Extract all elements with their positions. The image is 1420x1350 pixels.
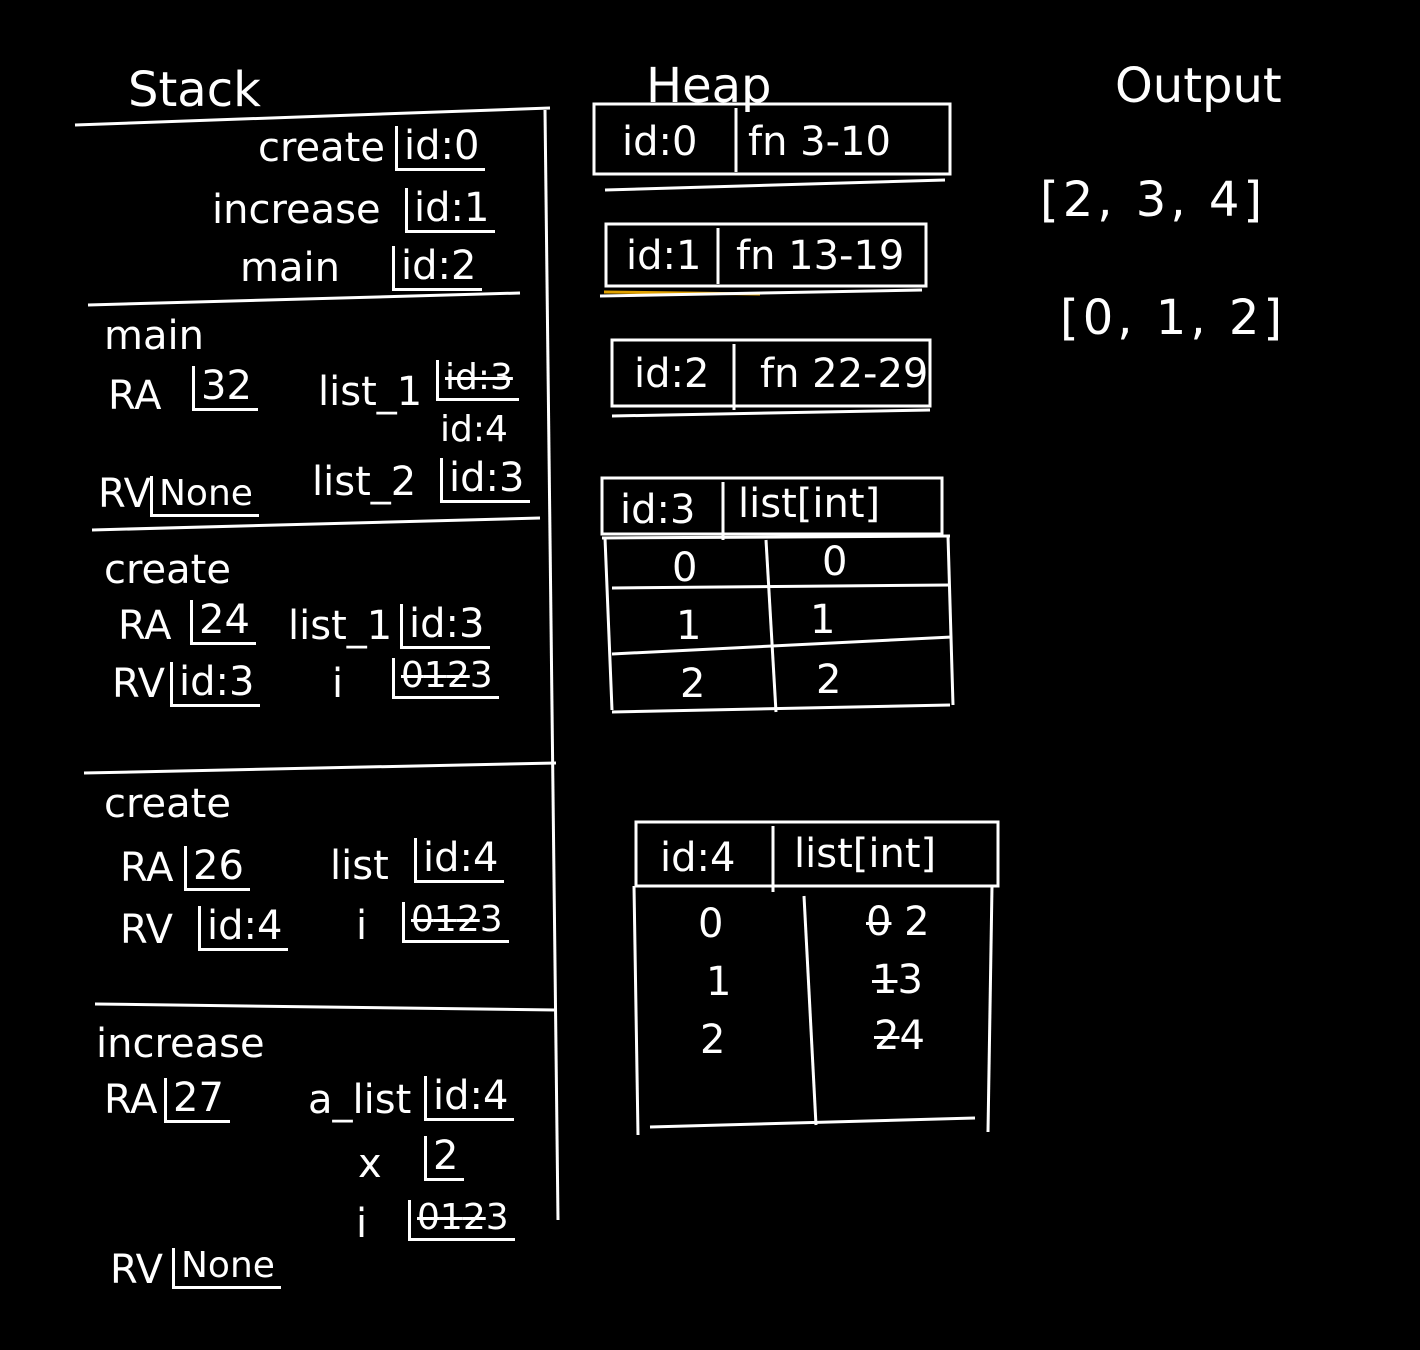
- frame-create1-ra-value: 24: [190, 600, 256, 645]
- frame-create2-ra-value: 26: [184, 846, 250, 891]
- frame-main-rv-value: None: [150, 476, 259, 517]
- frame-create2-var-list: list: [330, 843, 389, 889]
- frame-increase-var-x: x: [358, 1141, 382, 1187]
- frame-create1-list1-value: id:3: [400, 604, 490, 649]
- heap-list3-value-2: 2: [816, 657, 842, 703]
- frame-create1-var-i: i: [332, 661, 344, 707]
- heap-fn2-id: id:2: [634, 351, 710, 397]
- frame-create1-i-value: 3: [469, 655, 493, 696]
- global-value-main: id:2: [392, 246, 482, 291]
- output-line-2: [0, 1, 2]: [1060, 290, 1287, 346]
- global-name-main: main: [240, 245, 340, 291]
- heap-list3-id: id:3: [620, 487, 696, 533]
- frame-create1-rv-value: id:3: [170, 662, 260, 707]
- heap-list3-index-2: 2: [680, 661, 706, 707]
- frame-main-ra-value: 32: [192, 366, 258, 411]
- frame-increase-x-value: 2: [424, 1136, 464, 1181]
- heap-list4-value-0: [866, 899, 930, 945]
- frame-increase-i-old-0: 0: [417, 1197, 440, 1238]
- frame-create2-i-old-0: 0: [411, 899, 434, 940]
- global-value-increase: id:1: [405, 188, 495, 233]
- heap-list4-old-value-2: 2: [874, 1013, 900, 1059]
- frame-main-list1-value: id:4: [440, 409, 508, 450]
- global-name-create: create: [258, 125, 385, 171]
- frame-increase-name: increase: [96, 1021, 265, 1067]
- frame-separator-3: [84, 763, 556, 773]
- frame-create1-rv-label: RV: [112, 661, 165, 707]
- frame-create2-i-value: 3: [479, 899, 503, 940]
- frame-increase-var-i: i: [356, 1201, 368, 1247]
- frame-create1-var-list1: list_1: [288, 603, 393, 649]
- heap-list4-new-value-2: 4: [899, 1013, 925, 1059]
- heap-fn1-id: id:1: [626, 233, 702, 279]
- heap-list4-type: list[int]: [794, 831, 937, 877]
- frame-create2-rv-value: id:4: [198, 906, 288, 951]
- frame-main-name: main: [104, 313, 204, 359]
- heap-list3-type: list[int]: [738, 481, 881, 527]
- frame-increase-var-alist: a_list: [308, 1077, 412, 1123]
- frame-separator-2: [92, 518, 540, 530]
- heap-list4-value-1: [872, 957, 923, 1003]
- heap-fn1-desc: fn 13-19: [736, 233, 905, 279]
- heap-list4-old-value-0: 0: [866, 899, 892, 945]
- frame-create2-rv-label: RV: [120, 907, 173, 953]
- frame-main-rv-label: RV: [98, 471, 151, 517]
- output-header: Output: [1115, 58, 1282, 114]
- output-line-1: [2, 3, 4]: [1040, 172, 1267, 228]
- heap-fn2-desc: fn 22-29: [760, 351, 929, 397]
- heap-list4-index-2: 2: [700, 1017, 726, 1063]
- frame-create1-i-values: [392, 655, 499, 699]
- frame-main-var-list2: list_2: [312, 459, 417, 505]
- heap-list3-index-0: 0: [672, 545, 698, 591]
- heap-fn0-id: id:0: [622, 119, 698, 165]
- heap-list4-id: id:4: [660, 835, 736, 881]
- frame-increase-ra-value: 27: [164, 1078, 230, 1123]
- frame-create1-name: create: [104, 547, 231, 593]
- frame-increase-i-value: 3: [485, 1197, 509, 1238]
- frame-increase-rv-label: RV: [110, 1247, 163, 1293]
- frame-create2-ra-label: RA: [120, 845, 174, 891]
- heap-list4-index-0: 0: [698, 901, 724, 947]
- frame-increase-ra-label: RA: [104, 1077, 158, 1123]
- frame-create2-list-value: id:4: [414, 838, 504, 883]
- heap-list3-value-0: 0: [822, 539, 848, 585]
- frame-create1-ra-label: RA: [118, 603, 172, 649]
- global-name-increase: increase: [212, 187, 381, 233]
- frame-main-list1-old-value: id:3: [436, 360, 519, 401]
- frame-create1-i-old-1: 1: [423, 655, 447, 696]
- heap-list3-value-1: 1: [810, 597, 836, 643]
- frame-create1-i-old-0: 0: [401, 655, 424, 696]
- heap-list3-index-1: 1: [676, 603, 702, 649]
- frame-increase-i-old-2: 2: [462, 1197, 486, 1238]
- frame-create2-i-old-2: 2: [456, 899, 480, 940]
- frame-main-var-list1: list_1: [318, 369, 423, 415]
- frame-create2-name: create: [104, 781, 231, 827]
- frame-increase-i-old-1: 1: [439, 1197, 463, 1238]
- frame-create1-i-old-2: 2: [446, 655, 470, 696]
- heap-header: Heap: [646, 58, 772, 114]
- global-value-create: id:0: [395, 126, 485, 171]
- heap-list4-old-value-1: 1: [872, 957, 898, 1003]
- frame-separator-4: [95, 1004, 556, 1010]
- heap-list4-value-2: [874, 1013, 925, 1059]
- frame-increase-i-values: [408, 1197, 515, 1241]
- frame-increase-alist-value: id:4: [424, 1076, 514, 1121]
- heap-list4-index-1: 1: [706, 959, 732, 1005]
- frame-separator-1: [88, 293, 520, 305]
- stack-divider-line: [545, 110, 558, 1220]
- frame-create2-i-values: [402, 899, 509, 943]
- frame-increase-rv-value: None: [172, 1248, 281, 1289]
- frame-main-list2-value: id:3: [440, 458, 530, 503]
- frame-create2-i-old-1: 1: [433, 899, 457, 940]
- heap-fn0-desc: fn 3-10: [748, 119, 891, 165]
- frame-main-ra-label: RA: [108, 373, 162, 419]
- frame-create2-var-i: i: [356, 903, 368, 949]
- heap-list4-new-value-0: 2: [904, 899, 930, 945]
- heap-list4-new-value-1: 3: [897, 957, 923, 1003]
- stack-header: Stack: [128, 62, 261, 118]
